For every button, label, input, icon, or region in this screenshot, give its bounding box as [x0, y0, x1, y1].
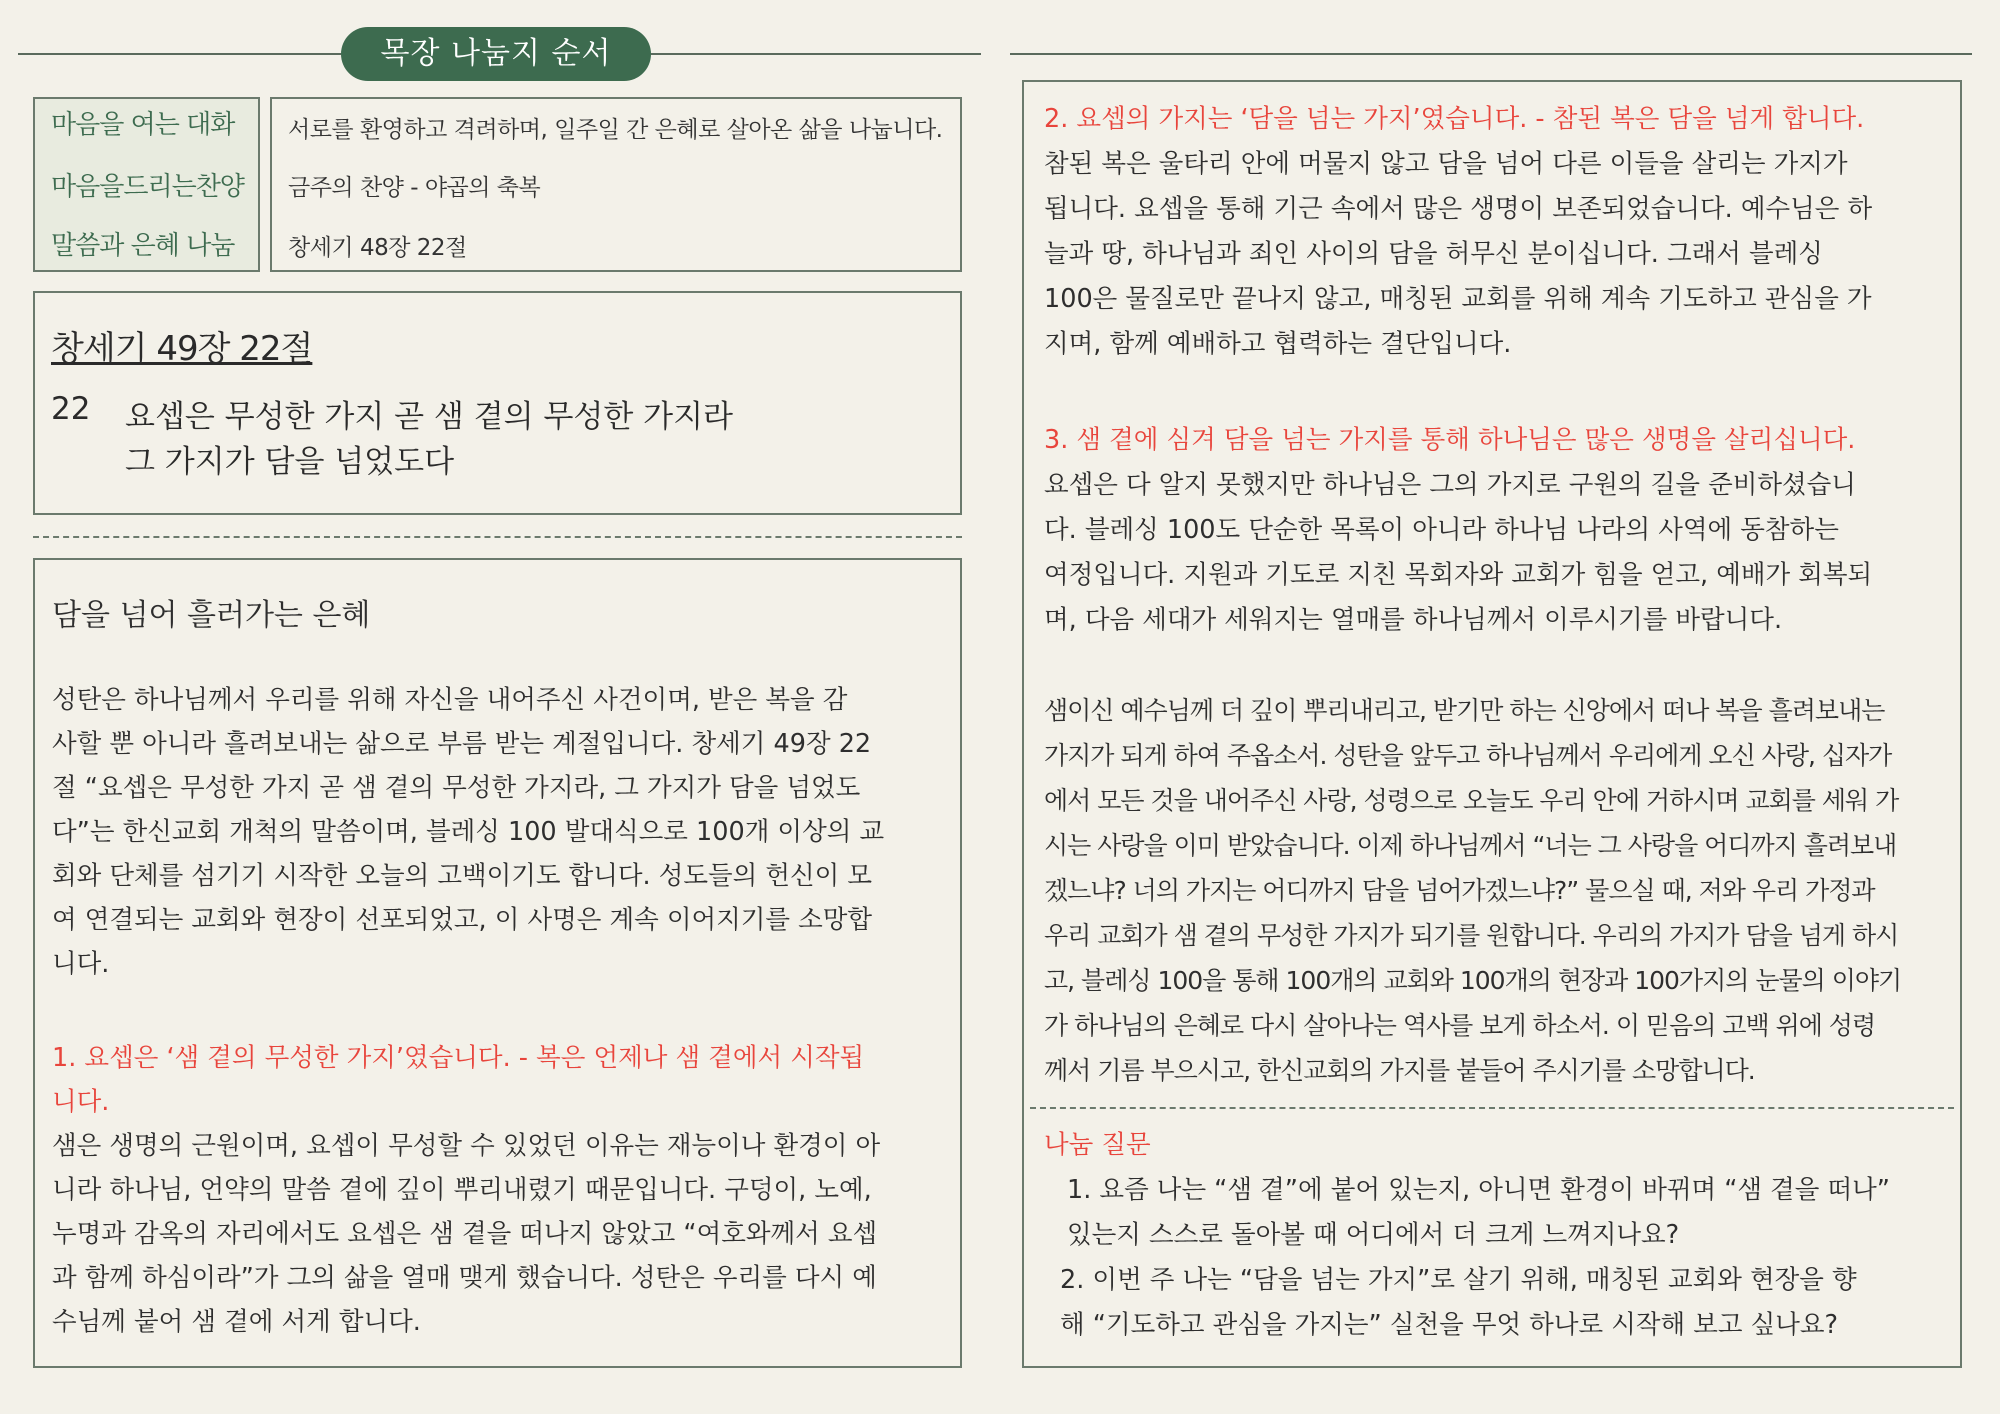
- order-label-conversation: 마음을 여는 대화: [51, 110, 235, 140]
- point3-line: 요셉은 다 알지 못했지만 하나님은 그의 가지로 구원의 길을 준비하셨습니: [1044, 470, 1856, 500]
- header-rule-middle: [651, 53, 981, 55]
- point2-line: 참된 복은 울타리 안에 머물지 않고 담을 넘어 다른 이들을 살리는 가지가: [1044, 149, 1848, 179]
- prayer-line: 가 하나님의 은혜로 다시 살아나는 역사를 보게 하소서. 이 믿음의 고백 위에 성령: [1044, 1011, 1876, 1040]
- prayer-line: 겠느냐? 너의 가지는 어디까지 담을 넘어가겠느냐?” 물으실 때, 저와 우리 가정과: [1044, 876, 1875, 905]
- order-text-word: 창세기 48장 22절: [288, 235, 467, 261]
- question-line: 있는지 스스로 돌아볼 때 어디에서 더 크게 느껴지나요?: [1067, 1220, 1680, 1250]
- prayer-line: 가지가 되게 하여 주옵소서. 성탄을 앞두고 하나님께서 우리에게 오신 사랑, 십자가: [1044, 741, 1892, 770]
- point1-heading: 1. 요셉은 ‘샘 곁의 무성한 가지’였습니다. - 복은 언제나 샘 곁에서 시작됩: [52, 1043, 865, 1073]
- order-label-worship: 마음을드리는찬양: [51, 172, 244, 202]
- order-label-box: [33, 97, 260, 272]
- sermon-left-box: [33, 558, 962, 1368]
- point2-heading: 2. 요셉의 가지는 ‘담을 넘는 가지’였습니다. - 참된 복은 담을 넘게 합니다.: [1044, 104, 1865, 134]
- prayer-line: 께서 기름 부으시고, 한신교회의 가지를 붙들어 주시기를 소망합니다.: [1044, 1056, 1755, 1085]
- verse-line: 요셉은 무성한 가지 곧 샘 곁의 무성한 가지라: [125, 399, 734, 435]
- point1-line: 니라 하나님, 언약의 말씀 곁에 깊이 뿌리내렸기 때문입니다. 구덩이, 노예,: [52, 1175, 872, 1205]
- header-rule-left: [18, 53, 341, 55]
- prayer-line: 우리 교회가 샘 곁의 무성한 가지가 되기를 원합니다. 우리의 가지가 담을 넘게 하시: [1044, 921, 1899, 950]
- intro-line: 사할 뿐 아니라 흘려보내는 삶으로 부름 받는 계절입니다. 창세기 49장 22: [52, 729, 872, 759]
- point2-line: 늘과 땅, 하나님과 죄인 사이의 담을 허무신 분이십니다. 그래서 블레싱: [1044, 239, 1823, 269]
- header-rule-right: [1010, 53, 1972, 55]
- intro-line: 성탄은 하나님께서 우리를 위해 자신을 내어주신 사건이며, 받은 복을 감: [52, 685, 848, 715]
- prayer-line: 샘이신 예수님께 더 깊이 뿌리내리고, 받기만 하는 신앙에서 떠나 복을 흘려보내는: [1044, 696, 1885, 725]
- point3-line: 여정입니다. 지원과 기도로 지친 목회자와 교회가 힘을 얻고, 예배가 회복되: [1044, 560, 1873, 590]
- section-divider: [33, 536, 962, 538]
- point2-line: 100은 물질로만 끝나지 않고, 매칭된 교회를 위해 계속 기도하고 관심을 가: [1044, 284, 1872, 314]
- order-text-conversation: 서로를 환영하고 격려하며, 일주일 간 은혜로 살아온 삶을 나눕니다.: [288, 117, 943, 143]
- sermon-right-box: [1022, 80, 1962, 1368]
- sermon-title: 담을 넘어 흘러가는 은혜: [52, 598, 371, 633]
- point2-line: 됩니다. 요셉을 통해 기근 속에서 많은 생명이 보존되었습니다. 예수님은 하: [1044, 194, 1873, 224]
- prayer-line: 시는 사랑을 이미 받았습니다. 이제 하나님께서 “너는 그 사랑을 어디까지 흘려보내: [1044, 831, 1897, 860]
- intro-line: 여 연결되는 교회와 현장이 선포되었고, 이 사명은 계속 이어지기를 소망합: [52, 905, 873, 935]
- intro-line: 니다.: [52, 949, 110, 979]
- verse-reference: 창세기 49장 22절: [51, 329, 313, 369]
- point2-line: 지며, 함께 예배하고 협력하는 결단입니다.: [1044, 329, 1512, 359]
- question-line: 1. 요즘 나는 “샘 곁”에 붙어 있는지, 아니면 환경이 바뀌며 “샘 곁을 떠나”: [1067, 1175, 1891, 1205]
- order-label-word: 말씀과 은혜 나눔: [51, 231, 235, 261]
- verse-box: [33, 291, 962, 515]
- order-info-box: [270, 97, 962, 272]
- questions-divider: [1030, 1107, 1954, 1109]
- point3-heading: 3. 샘 곁에 심겨 담을 넘는 가지를 통해 하나님은 많은 생명을 살리십니다.: [1044, 425, 1856, 455]
- intro-line: 다”는 한신교회 개척의 말씀이며, 블레싱 100 발대식으로 100개 이상의 교: [52, 817, 885, 847]
- point1-line: 과 함께 하심이라”가 그의 삶을 열매 맺게 했습니다. 성탄은 우리를 다시 예: [52, 1263, 877, 1293]
- verse-number: 22: [51, 391, 91, 427]
- intro-line: 절 “요셉은 무성한 가지 곧 샘 곁의 무성한 가지라, 그 가지가 담을 넘었도: [52, 773, 861, 803]
- questions-title: 나눔 질문: [1044, 1130, 1151, 1160]
- prayer-line: 고, 블레싱 100을 통해 100개의 교회와 100개의 현장과 100가지의 눈물의 이야기: [1044, 966, 1902, 995]
- verse-line: 그 가지가 담을 넘었도다: [125, 444, 455, 480]
- point1-line: 수님께 붙어 샘 곁에 서게 합니다.: [52, 1307, 421, 1337]
- question-line: 2. 이번 주 나는 “담을 넘는 가지”로 살기 위해, 매칭된 교회와 현장을 향: [1060, 1265, 1857, 1295]
- point1-heading: 니다.: [52, 1087, 110, 1117]
- point3-line: 다. 블레싱 100도 단순한 목록이 아니라 하나님 나라의 사역에 동참하는: [1044, 515, 1839, 545]
- question-line: 해 “기도하고 관심을 가지는” 실천을 무엇 하나로 시작해 보고 싶나요?: [1060, 1310, 1838, 1340]
- intro-line: 회와 단체를 섬기기 시작한 오늘의 고백이기도 합니다. 성도들의 헌신이 모: [52, 861, 873, 891]
- point1-line: 샘은 생명의 근원이며, 요셉이 무성할 수 있었던 이유는 재능이나 환경이 아: [52, 1131, 881, 1161]
- point3-line: 며, 다음 세대가 세워지는 열매를 하나님께서 이루시기를 바랍니다.: [1044, 605, 1783, 635]
- point1-line: 누명과 감옥의 자리에서도 요셉은 샘 곁을 떠나지 않았고 “여호와께서 요셉: [52, 1219, 878, 1249]
- page-title: 목장 나눔지 순서: [341, 27, 651, 81]
- prayer-line: 에서 모든 것을 내어주신 사랑, 성령으로 오늘도 우리 안에 거하시며 교회를 세워 가: [1044, 786, 1899, 815]
- order-text-worship: 금주의 찬양 - 야곱의 축복: [288, 175, 541, 201]
